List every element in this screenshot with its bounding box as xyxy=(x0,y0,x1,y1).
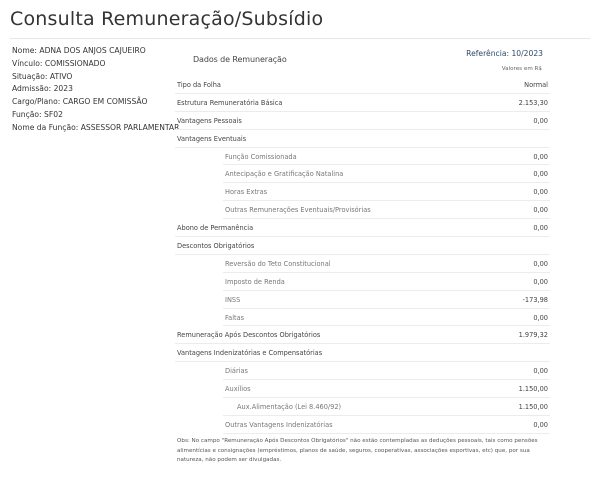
row-value: -173,98 xyxy=(522,295,548,304)
info-value: SF02 xyxy=(44,109,63,119)
info-value: ADNA DOS ANJOS CAJUEIRO xyxy=(39,46,146,55)
row-label: Tipo da Folha xyxy=(177,81,221,89)
row-value: 2.153,30 xyxy=(518,98,548,107)
info-row-vinculo xyxy=(12,58,179,71)
row-label: Abono de Permanência xyxy=(177,224,254,233)
table-row xyxy=(175,291,550,309)
row-label: Faltas xyxy=(225,313,245,322)
table-row xyxy=(175,273,550,291)
row-label: Diárias xyxy=(225,367,248,376)
row-value: 0,00 xyxy=(533,259,548,268)
row-label: INSS xyxy=(225,295,241,304)
info-value: COMISSIONADO xyxy=(44,58,106,68)
row-value: 0,00 xyxy=(533,420,548,429)
table-row xyxy=(175,112,550,130)
row-label: Vantagens Pessoais xyxy=(177,116,242,125)
row-value: 0,00 xyxy=(533,277,548,286)
row-value: 0,00 xyxy=(533,170,548,179)
table-row xyxy=(175,398,550,416)
table-row xyxy=(175,255,550,273)
row-label: Aux.Alimentação (Lei 8.460/92) xyxy=(237,403,342,412)
table-row xyxy=(175,165,550,183)
info-row-nome-funcao xyxy=(12,122,179,135)
row-label: Vantagens Indenizatórias e Compensatórias xyxy=(177,349,323,358)
info-label: Situação: xyxy=(12,71,48,81)
row-value: 0,00 xyxy=(533,152,548,161)
info-row-admissao xyxy=(12,83,179,96)
row-label: Reversão do Teto Constitucional xyxy=(225,259,331,268)
row-label: Auxílios xyxy=(225,385,251,394)
row-value: 0,00 xyxy=(533,188,548,197)
info-label: Admissão: xyxy=(12,84,52,94)
table-row xyxy=(175,237,550,255)
reference-period: Referência: 10/2023 xyxy=(466,49,543,58)
table-row xyxy=(175,76,550,94)
row-value: 0,00 xyxy=(533,206,548,215)
info-row-cargo xyxy=(12,96,179,109)
title-divider xyxy=(10,38,590,39)
row-value: 1.979,32 xyxy=(518,331,548,340)
row-label: Remuneração Após Descontos Obrigatórios xyxy=(177,331,321,340)
row-value: 0,00 xyxy=(533,313,548,322)
info-value: 2023 xyxy=(53,84,73,94)
table-row xyxy=(175,344,550,362)
info-label: Cargo/Plano: xyxy=(12,97,61,107)
info-row-name xyxy=(12,45,179,58)
row-label: Outras Remunerações Eventuais/Provisórias xyxy=(225,206,371,215)
remuneration-table xyxy=(175,76,550,434)
table-row xyxy=(175,130,550,148)
info-value: ASSESSOR PARLAMENTAR xyxy=(80,122,180,132)
row-label: Outras Vantagens Indenizatórias xyxy=(225,420,333,429)
observation-note: Obs: No campo "Remuneração Após Descontos Obrigatórios" não estão contempladas as deduções pessoais, tais como pensões alimentícias e consignações (empréstimos, planos de saúde, seguros, cooperativas, associações esportivas, etc) que, por sua natureza, não podem ser divulgadas. xyxy=(177,438,538,464)
table-row xyxy=(175,219,550,237)
currency-note: Valores em R$ xyxy=(501,66,542,72)
table-row xyxy=(175,309,550,327)
table-row xyxy=(175,201,550,219)
table-row xyxy=(175,362,550,380)
info-label: Função: xyxy=(12,109,42,119)
row-label: Vantagens Eventuais xyxy=(177,134,247,143)
row-label: Horas Extras xyxy=(225,188,268,197)
info-value: ATIVO xyxy=(49,71,73,81)
row-value: 0,00 xyxy=(533,116,548,125)
table-row xyxy=(175,380,550,398)
panel-title: Dados de Remuneração xyxy=(193,55,287,64)
row-value: Normal xyxy=(524,81,548,89)
row-label: Descontos Obrigatórios xyxy=(177,242,255,251)
info-row-situacao xyxy=(12,71,179,84)
row-value: 0,00 xyxy=(533,224,548,233)
info-label: Vínculo: xyxy=(12,58,43,68)
table-row xyxy=(175,416,550,434)
employee-info xyxy=(12,45,179,135)
row-label: Função Comissionada xyxy=(225,152,297,161)
row-value: 1.150,00 xyxy=(518,385,548,394)
row-label: Antecipação e Gratificação Natalina xyxy=(225,170,344,179)
info-label: Nome: xyxy=(12,46,37,55)
info-row-funcao xyxy=(12,109,179,122)
table-row xyxy=(175,148,550,166)
row-label: Estrutura Remuneratória Básica xyxy=(177,98,283,107)
table-row xyxy=(175,326,550,344)
row-label: Imposto de Renda xyxy=(225,277,285,286)
row-value: 1.150,00 xyxy=(518,403,548,412)
info-value: CARGO EM COMISSÃO xyxy=(62,97,148,107)
table-row xyxy=(175,183,550,201)
info-label: Nome da Função: xyxy=(12,122,79,132)
table-row xyxy=(175,94,550,112)
page-title: Consulta Remuneração/Subsídio xyxy=(10,8,324,30)
row-value: 0,00 xyxy=(533,367,548,376)
